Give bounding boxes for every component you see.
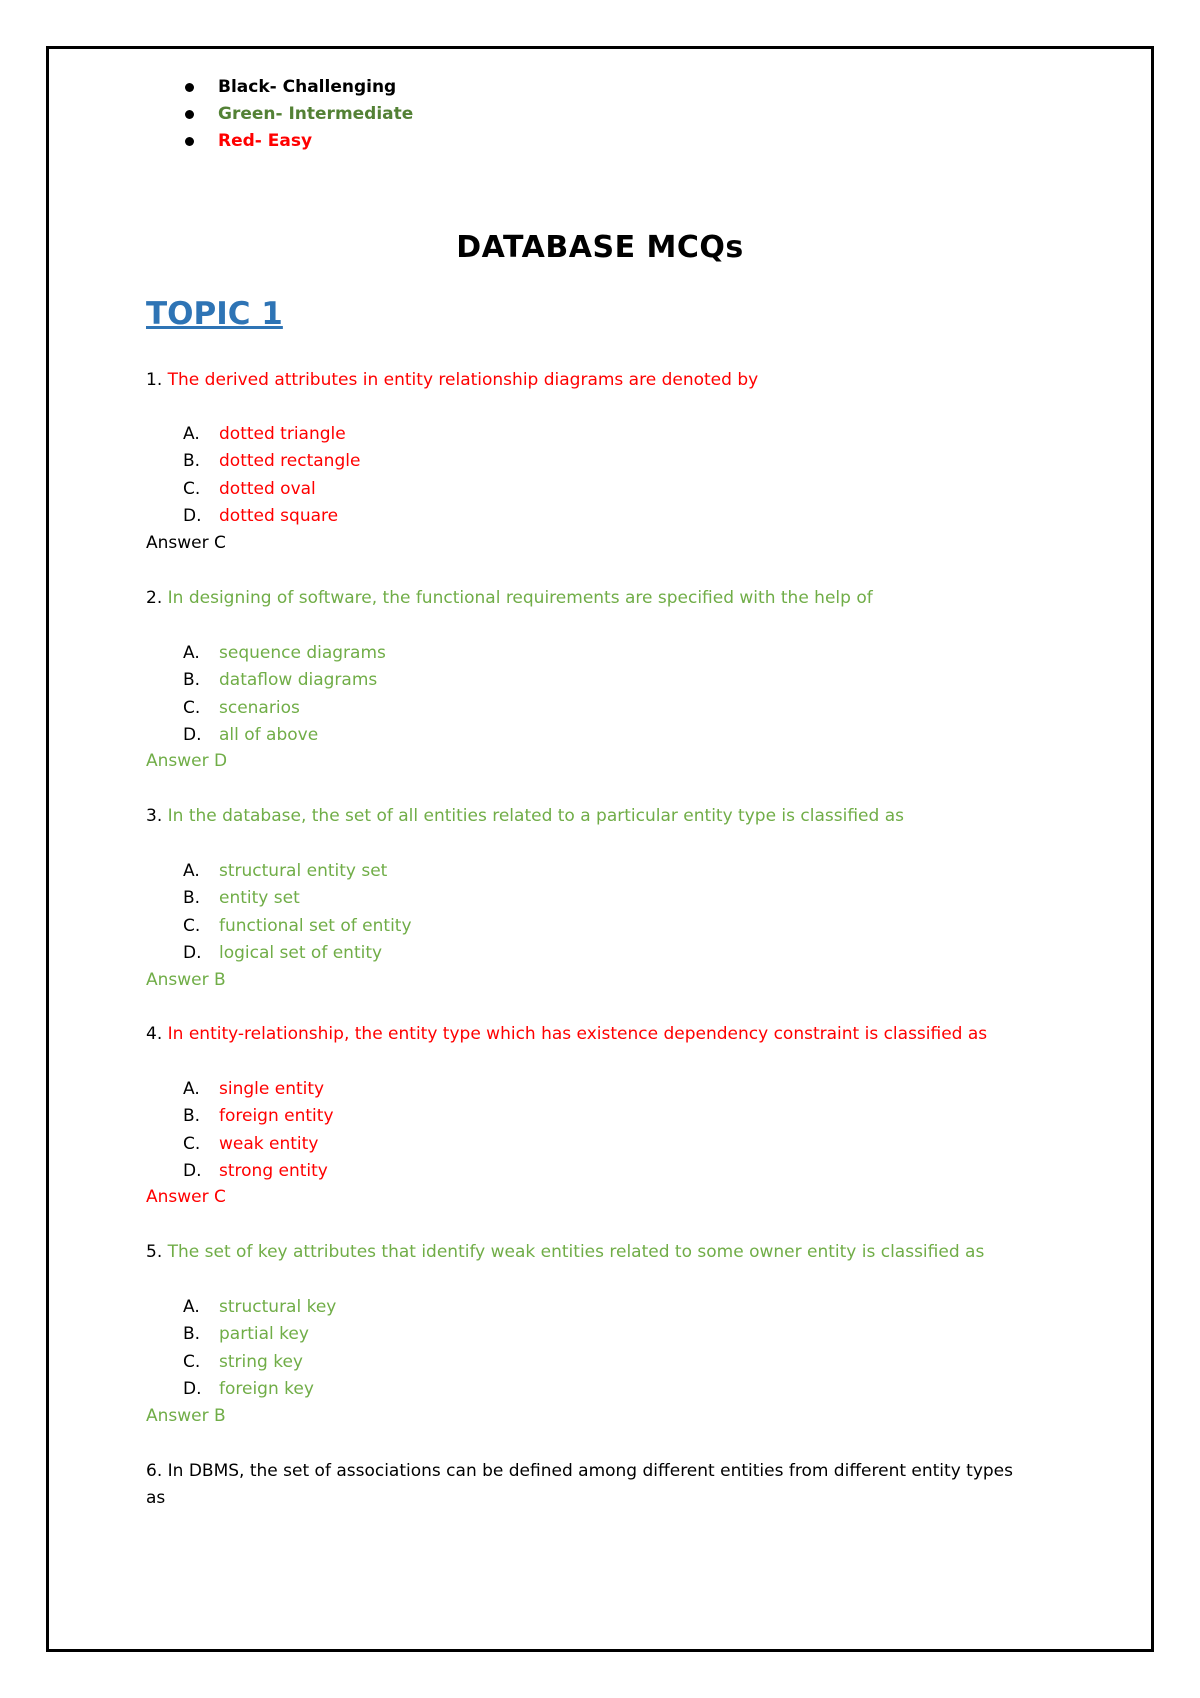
options-3: [183, 858, 412, 967]
option-b: B. dataflow diagrams: [183, 670, 378, 691]
bullet-icon: [185, 137, 194, 146]
option-b: B. dotted rectangle: [183, 451, 361, 472]
option-d: D. strong entity: [183, 1160, 328, 1181]
question-text: In DBMS, the set of associations can be defined among different entities from different entity types as: [146, 1461, 1013, 1508]
question-text: The set of key attributes that identify weak entities related to some owner entity is classified as: [167, 1242, 985, 1262]
question-text: In designing of software, the functional requirements are specified with the help of: [167, 588, 873, 608]
question-text: In the database, the set of all entities related to a particular entity type is classified as: [167, 806, 904, 826]
legend-item-easy: Red- Easy: [218, 128, 413, 155]
answer-3: Answer B: [146, 970, 226, 990]
question-6: [146, 1458, 1036, 1512]
option-d: D. dotted square: [183, 505, 339, 526]
option-a: A. sequence diagrams: [183, 643, 386, 663]
answer-5: Answer B: [146, 1406, 226, 1426]
topic-heading: TOPIC 1: [146, 296, 283, 332]
question-text: The derived attributes in entity relationship diagrams are denoted by: [167, 370, 759, 390]
question-number: 2.: [146, 588, 163, 608]
question-3: [146, 803, 1036, 830]
legend-item-intermediate: Green- Intermediate: [218, 101, 413, 128]
option-b: B. partial key: [183, 1324, 309, 1345]
question-2: [146, 585, 1036, 612]
question-number: 6.: [146, 1461, 163, 1481]
option-a: A. structural key: [183, 1297, 337, 1317]
options-4: [183, 1076, 334, 1185]
option-d: D. foreign key: [183, 1378, 314, 1399]
question-5: [146, 1239, 1036, 1266]
question-1: [146, 367, 1036, 394]
option-a: A. single entity: [183, 1079, 325, 1099]
option-c: C. scenarios: [183, 697, 300, 718]
answer-2: Answer D: [146, 751, 228, 771]
options-2: [183, 640, 386, 749]
option-a: A. dotted triangle: [183, 424, 346, 444]
option-c: C. functional set of entity: [183, 915, 412, 936]
page-title: DATABASE MCQs: [456, 230, 744, 265]
question-4: [146, 1021, 1036, 1048]
question-number: 3.: [146, 806, 163, 826]
option-b: B. entity set: [183, 888, 300, 909]
legend-item-challenging: Black- Challenging: [218, 74, 413, 101]
option-c: C. dotted oval: [183, 478, 316, 499]
bullet-icon: [185, 83, 194, 92]
option-b: B. foreign entity: [183, 1106, 334, 1127]
option-c: C. weak entity: [183, 1133, 319, 1154]
question-text: In entity-relationship, the entity type which has existence dependency constraint is classified as: [167, 1024, 988, 1044]
answer-4: Answer C: [146, 1187, 226, 1207]
options-5: [183, 1294, 336, 1403]
question-number: 5.: [146, 1242, 163, 1262]
option-d: D. all of above: [183, 724, 319, 745]
bullet-icon: [185, 110, 194, 119]
option-c: C. string key: [183, 1351, 303, 1372]
option-d: D. logical set of entity: [183, 942, 383, 963]
question-number: 1.: [146, 370, 163, 390]
difficulty-legend: [218, 74, 413, 155]
options-1: [183, 421, 360, 530]
option-a: A. structural entity set: [183, 861, 388, 881]
question-number: 4.: [146, 1024, 163, 1044]
answer-1: Answer C: [146, 533, 226, 553]
